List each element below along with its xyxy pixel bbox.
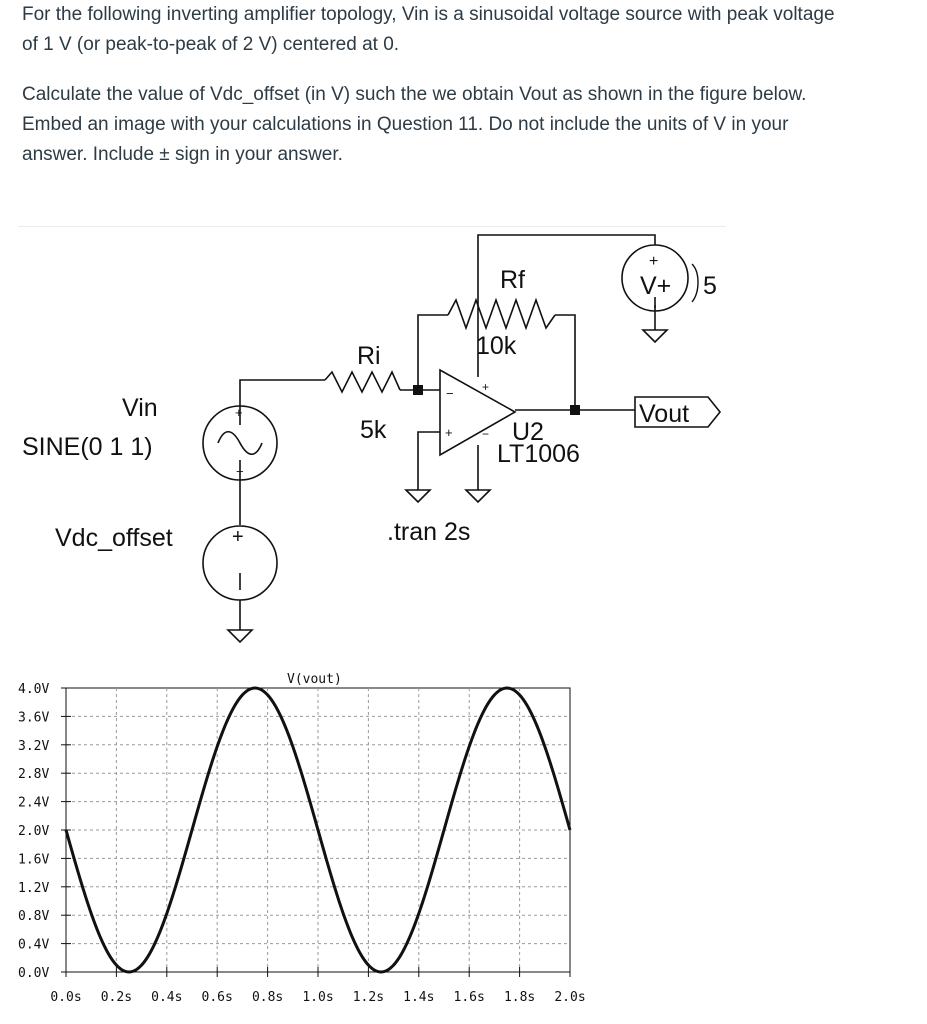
question-line: answer. Include ± sign in your answer.: [22, 144, 343, 165]
sine-wave-icon: [218, 432, 262, 455]
ground-icon: [466, 490, 490, 502]
x-tick-label: 1.6s: [453, 990, 485, 1005]
supply-plus-sign: +: [649, 253, 659, 270]
supply-bracket: [692, 264, 698, 302]
y-tick-label: 0.0V: [18, 966, 50, 981]
x-tick-label: 1.2s: [352, 990, 385, 1005]
supply-value-label: 5: [703, 272, 717, 300]
question-line: of 1 V (or peak-to-peak of 2 V) centered at 0.: [22, 34, 400, 55]
x-tick-label: 1.0s: [302, 990, 334, 1005]
x-tick-label: 1.8s: [503, 990, 536, 1005]
y-tick-label: 0.8V: [18, 909, 50, 925]
opamp-supply-plus-sign: +: [482, 380, 490, 394]
resistor-rf: [448, 300, 555, 328]
junction-inverting: [413, 385, 423, 395]
sim-directive: .tran 2s: [387, 518, 471, 546]
x-tick-label: 0.6s: [201, 990, 233, 1005]
wire-feedback-left: [418, 315, 448, 390]
x-tick-label: 1.4s: [403, 990, 435, 1005]
resistor-ri: [325, 372, 400, 392]
ri-name-label: Ri: [357, 342, 381, 370]
y-tick-label: 1.2V: [18, 880, 50, 896]
vout-label: Vout: [639, 400, 690, 428]
vin-value-label: SINE(0 1 1): [22, 433, 153, 461]
opamp-supply-minus-sign: −: [482, 427, 490, 441]
opamp-inverting-sign: −: [446, 386, 454, 401]
wire-noninverting-ground: [418, 432, 440, 490]
ri-value-label: 5k: [360, 416, 387, 444]
y-tick-label: 3.2V: [18, 738, 50, 754]
y-axis-ticks: [18, 682, 71, 981]
y-tick-label: 2.8V: [18, 767, 50, 783]
y-tick-label: 2.0V: [18, 824, 50, 839]
junction-output: [570, 405, 580, 415]
supply-name-label: V+: [640, 272, 672, 300]
waveform-chart: [18, 672, 586, 1005]
ground-icon: [228, 630, 252, 642]
wire-feedback-right: [555, 315, 575, 410]
x-tick-label: 0.8s: [251, 990, 284, 1005]
ground-icon: [643, 330, 667, 342]
vdc-name-label: Vdc_offset: [55, 524, 173, 552]
vin-minus-sign: −: [236, 464, 244, 479]
x-tick-label: 0.4s: [151, 990, 183, 1005]
x-tick-label: 2.0s: [554, 990, 586, 1005]
vdc-plus-sign: +: [232, 526, 244, 548]
x-tick-label: 0.2s: [100, 990, 133, 1005]
vin-plus-sign: +: [235, 405, 243, 420]
x-tick-label: 0.0s: [50, 990, 82, 1005]
opamp-name-label: U2: [512, 418, 544, 446]
y-tick-label: 4.0V: [18, 682, 50, 697]
y-tick-label: 0.4V: [18, 937, 50, 953]
question-line: Calculate the value of Vdc_offset (in V) such the we obtain Vout as shown in the figure below.: [22, 84, 807, 105]
ground-icon: [406, 490, 430, 502]
wire-vin-to-ri: [240, 380, 325, 425]
opamp-noninverting-sign: +: [445, 425, 453, 440]
y-tick-label: 3.6V: [18, 710, 50, 726]
vin-name-label: Vin: [122, 394, 158, 422]
rf-value-label: 10k: [476, 332, 517, 360]
rf-name-label: Rf: [500, 266, 525, 294]
question-line: Embed an image with your calculations in Question 11. Do not include the units of V in your: [22, 114, 789, 135]
y-tick-label: 1.6V: [18, 852, 50, 868]
chart-title: V(vout): [287, 672, 342, 687]
opamp-model-label: LT1006: [497, 440, 580, 468]
y-tick-label: 2.4V: [18, 795, 50, 811]
question-line: For the following inverting amplifier topology, Vin is a sinusoidal voltage source with peak voltage: [22, 4, 835, 25]
